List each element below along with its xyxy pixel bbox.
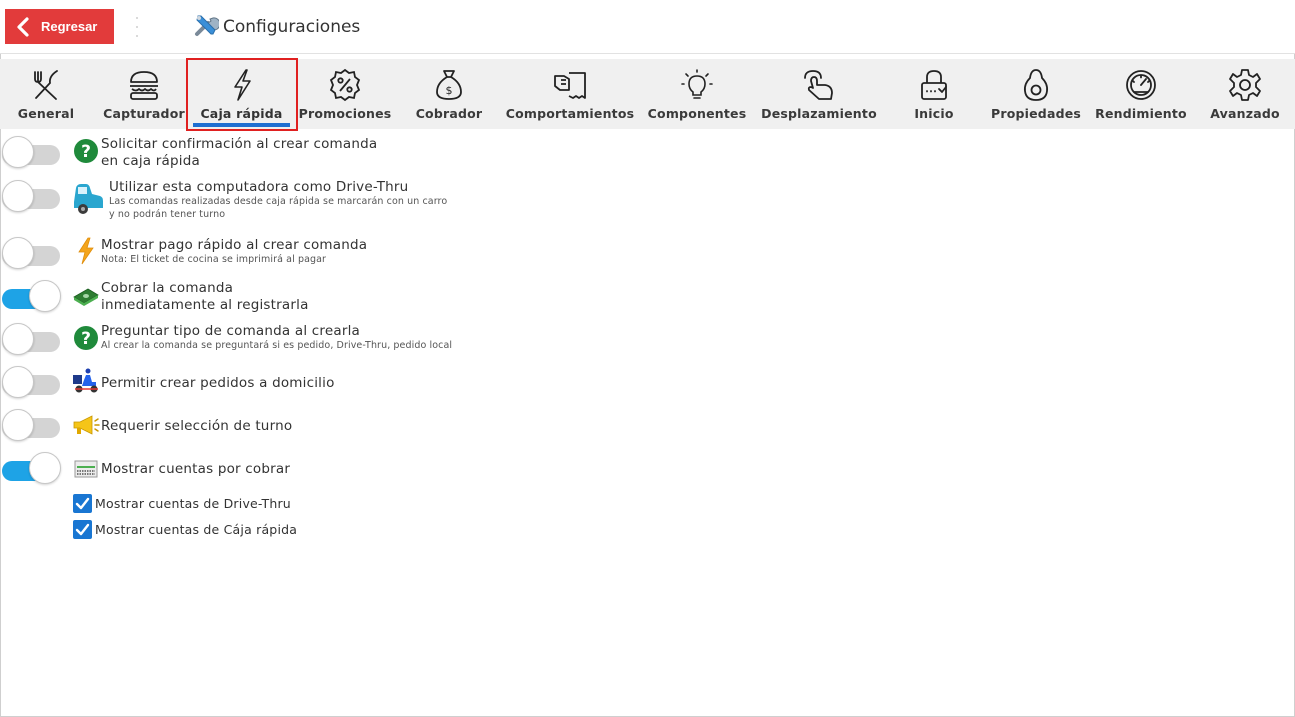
svg-text:?: ? — [81, 142, 91, 162]
tab-comportamientos[interactable] — [505, 59, 635, 129]
chevron-left-icon — [5, 9, 41, 44]
active-tab-indicator — [193, 123, 290, 127]
toggle-cobrar-comanda[interactable] — [2, 279, 62, 313]
top-header — [0, 0, 1295, 54]
checkbox-label: Mostrar cuentas de Cája rápida — [95, 522, 298, 537]
tab-desplazamiento[interactable] — [761, 59, 877, 129]
svg-text:?: ? — [81, 329, 91, 349]
lightning-icon — [227, 67, 257, 103]
tab-caja-rapida[interactable] — [193, 59, 290, 129]
toggle-cuentas-por-cobrar[interactable] — [2, 451, 62, 485]
back-button-label: Regresar — [41, 19, 98, 34]
toggle-pedidos-domicilio[interactable] — [2, 365, 62, 399]
page-title-group — [193, 12, 360, 42]
checkbox-row-drive-thru — [73, 494, 291, 513]
ticket-list-icon — [72, 455, 100, 483]
percent-badge-icon — [328, 67, 362, 103]
tab-cobrador[interactable] — [412, 59, 486, 129]
setting-label-line1: Permitir crear pedidos a domicilio — [101, 375, 335, 391]
page-title: Configuraciones — [223, 17, 361, 37]
settings-tabs — [0, 59, 1295, 129]
checkbox-row-caja-rapida — [73, 520, 297, 539]
tab-label: Propiedades — [990, 106, 1082, 121]
setting-label-line1: Solicitar confirmación al crear comanda — [101, 136, 378, 152]
tab-label: Comportamientos — [505, 106, 635, 121]
tab-inicio[interactable] — [904, 59, 964, 129]
setting-note-line1: Nota: El ticket de cocina se imprimirá al pagar — [101, 254, 327, 265]
setting-label-line2: inmediatamente al registrarla — [101, 297, 309, 313]
toggle-preguntar-tipo[interactable] — [2, 322, 62, 356]
avocado-icon — [1021, 67, 1051, 103]
toggle-solicitar-confirmacion[interactable] — [2, 135, 62, 169]
checkmark-icon — [75, 523, 90, 536]
checkbox-drive-thru[interactable] — [73, 494, 92, 513]
setting-note-line1: Las comandas realizadas desde caja rápida se marcarán con un carro — [109, 196, 448, 207]
tab-label: Inicio — [914, 106, 954, 121]
tab-capturador[interactable] — [100, 59, 188, 129]
tab-label: Rendimiento — [1095, 106, 1187, 121]
tab-general[interactable] — [5, 59, 87, 129]
setting-label-line1: Cobrar la comanda — [101, 280, 234, 296]
question-circle-icon — [72, 324, 100, 352]
setting-label-line1: Utilizar esta computadora como Drive-Thru — [109, 179, 409, 195]
more-options-icon[interactable] — [131, 15, 143, 39]
megaphone-icon — [72, 411, 100, 439]
tab-label: Caja rápida — [200, 106, 283, 121]
lock-icon — [917, 67, 951, 103]
setting-label-line1: Requerir selección de turno — [101, 418, 293, 434]
tab-label: Desplazamiento — [761, 106, 877, 121]
tab-label: Cobrador — [415, 106, 483, 121]
setting-label-line1: Mostrar pago rápido al crear comanda — [101, 237, 368, 253]
burger-icon — [127, 67, 161, 103]
tab-label: Avanzado — [1210, 106, 1280, 121]
tab-label: Capturador — [103, 106, 185, 121]
fork-knife-icon — [29, 67, 63, 103]
speedometer-icon — [1124, 67, 1158, 103]
svg-text:$: $ — [445, 84, 453, 97]
question-circle-icon — [72, 137, 100, 165]
setting-label-line1: Mostrar cuentas por cobrar — [101, 461, 291, 477]
tab-promociones[interactable] — [300, 59, 390, 129]
swipe-hand-icon — [801, 67, 837, 103]
tab-componentes[interactable] — [647, 59, 747, 129]
checkbox-caja-rapida[interactable] — [73, 520, 92, 539]
setting-note-line1: Al crear la comanda se preguntará si es pedido, Drive-Thru, pedido local — [101, 340, 453, 351]
tools-icon — [193, 12, 219, 42]
lightning-bolt-icon — [72, 237, 100, 265]
money-bag-icon — [433, 67, 465, 103]
car-icon — [72, 182, 104, 216]
checkmark-icon — [75, 497, 90, 510]
back-button[interactable] — [5, 9, 114, 44]
setting-note-line2: y no podrán tener turno — [109, 209, 226, 220]
tab-label: General — [17, 106, 75, 121]
tab-rendimiento[interactable] — [1095, 59, 1187, 129]
toggle-pago-rapido[interactable] — [2, 236, 62, 270]
setting-label-line2: en caja rápida — [101, 153, 200, 169]
setting-label-line1: Preguntar tipo de comanda al crearla — [101, 323, 361, 339]
toggle-seleccion-turno[interactable] — [2, 408, 62, 442]
toggle-drive-thru[interactable] — [2, 179, 62, 213]
lightbulb-icon — [680, 67, 714, 103]
checkbox-label: Mostrar cuentas de Drive-Thru — [95, 496, 291, 511]
gear-icon — [1228, 67, 1262, 103]
cash-stack-icon — [72, 283, 100, 311]
tab-label: Promociones — [298, 106, 392, 121]
delivery-scooter-icon — [72, 367, 100, 395]
tab-propiedades[interactable] — [990, 59, 1082, 129]
tab-avanzado[interactable] — [1210, 59, 1280, 129]
tab-label: Componentes — [647, 106, 747, 121]
hand-receipt-icon — [552, 67, 588, 103]
